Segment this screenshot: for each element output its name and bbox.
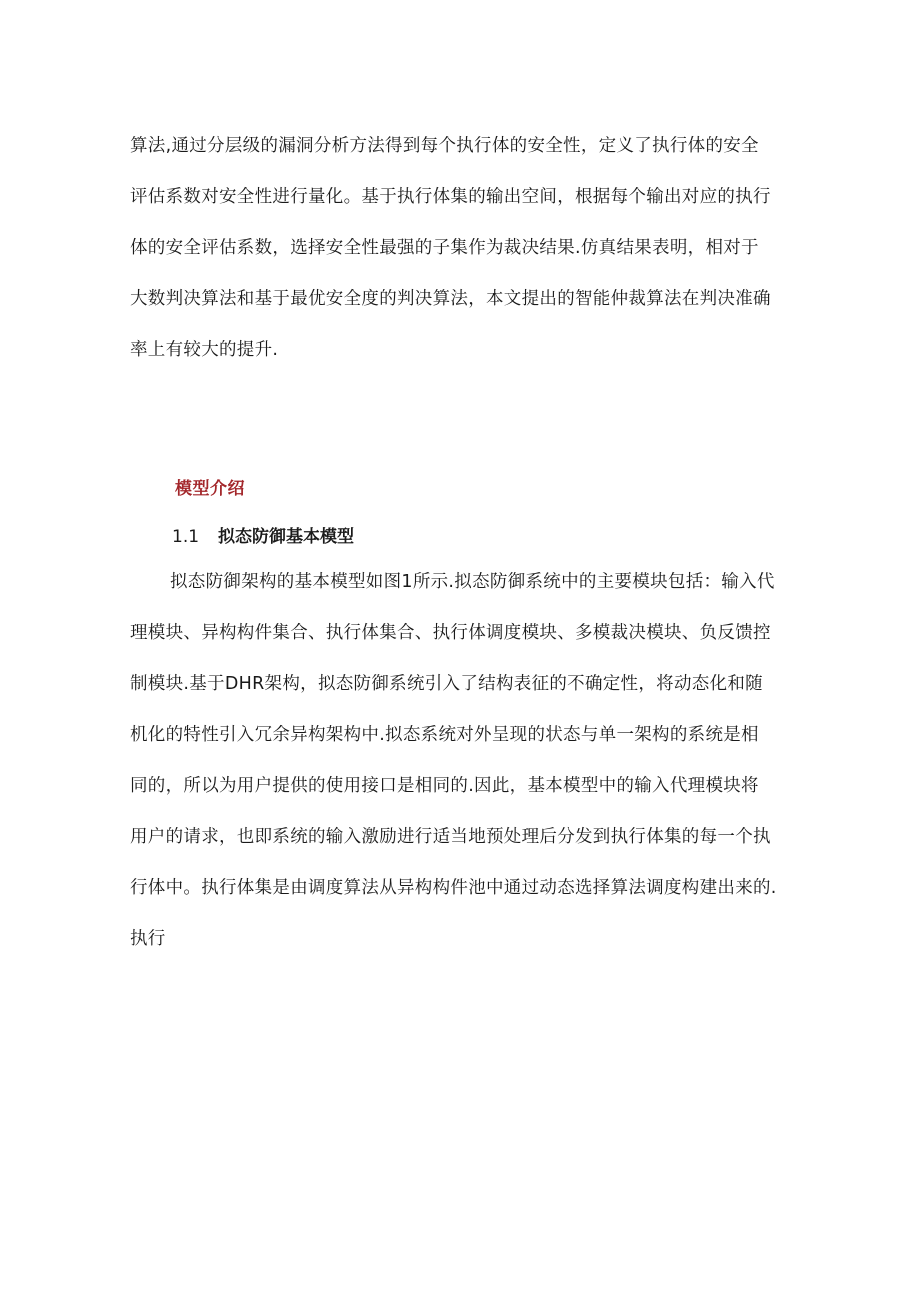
text-line: 拟态防御架构的基本模型如图1所示.拟态防御系统中的主要模块包括：输入代 (170, 572, 775, 592)
text-line: 算法,通过分层级的漏洞分析方法得到每个执行体的安全性，定义了执行体的安全 (130, 136, 759, 156)
text-line: 大数判决算法和基于最优安全度的判决算法，本文提出的智能仲裁算法在判决准确 (130, 289, 771, 309)
text-line: 执行 (130, 929, 166, 949)
section-heading: 模型介绍 (175, 479, 245, 499)
text-line: 率上有较大的提升. (130, 340, 279, 360)
text-line: 行体中。执行体集是由调度算法从异构构件池中通过动态选择算法调度构建出来的. (130, 878, 777, 898)
abstract-continued-paragraph (130, 121, 790, 376)
text-line: 评估系数对安全性进行量化。基于执行体集的输出空间，根据每个输出对应的执行 (130, 187, 771, 207)
subsection-heading (172, 522, 354, 547)
text-line: 用户的请求，也即系统的输入激励进行适当地预处理后分发到执行体集的每一个执 (130, 827, 771, 847)
body-paragraph (130, 557, 790, 965)
subsection-title: 拟态防御基本模型 (218, 527, 354, 547)
text-line: 同的，所以为用户提供的使用接口是相同的.因此，基本模型中的输入代理模块将 (130, 776, 759, 796)
text-line: 体的安全评估系数，选择安全性最强的子集作为裁决结果.仿真结果表明，相对于 (130, 238, 759, 258)
subsection-number: 1.1 (172, 527, 200, 547)
text-line: 理模块、异构构件集合、执行体集合、执行体调度模块、多模裁决模块、负反馈控 (130, 623, 771, 643)
text-line: 机化的特性引入冗余异构架构中.拟态系统对外呈现的状态与单一架构的系统是相 (130, 725, 759, 745)
text-line: 制模块.基于DHR架构，拟态防御系统引入了结构表征的不确定性，将动态化和随 (130, 674, 763, 694)
